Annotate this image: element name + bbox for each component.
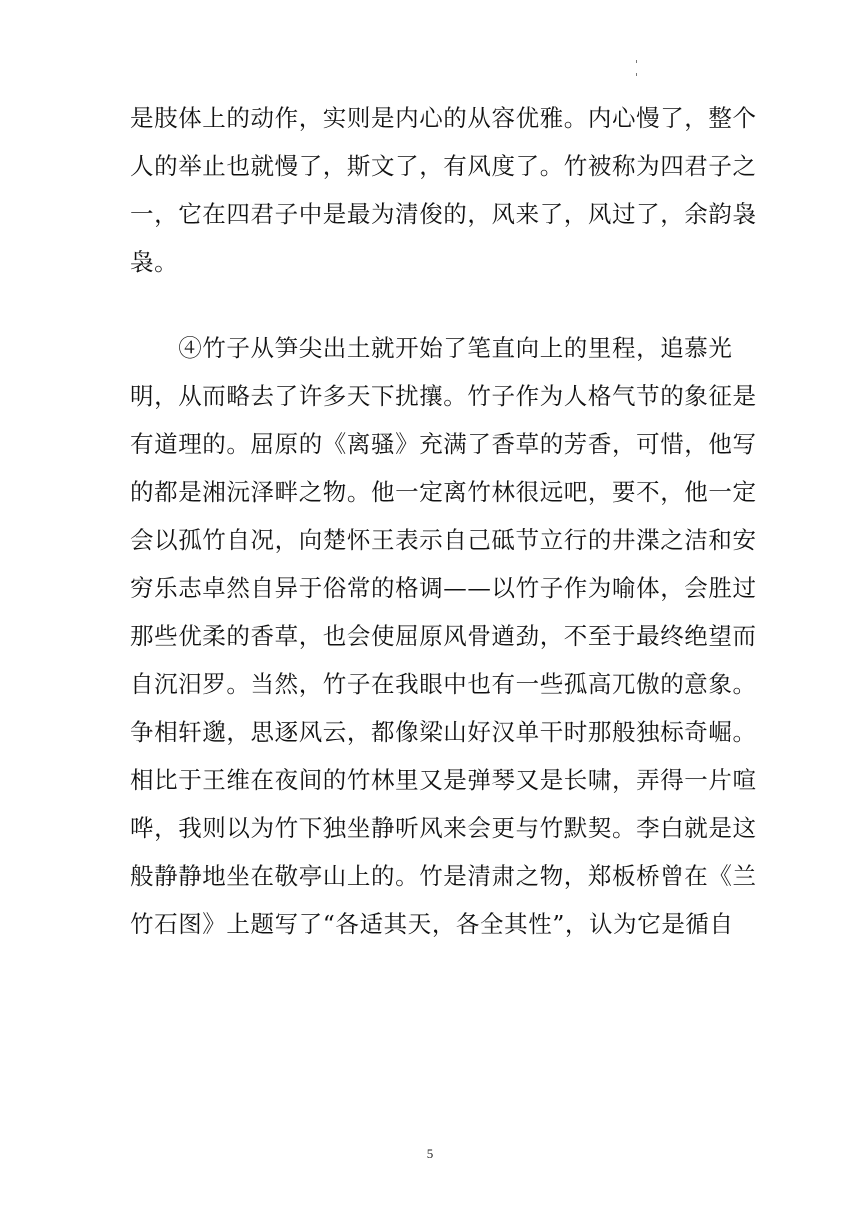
text-line: 争相轩邈，思逐风云，都像梁山好汉单干时那般独标奇崛。 xyxy=(130,718,757,746)
text-line: 穷乐志卓然自异于俗常的格调——以竹子作为喻体，会胜过 xyxy=(130,574,757,602)
text-line: 有道理的。屈原的《离骚》充满了香草的芳香，可惜，他写 xyxy=(130,430,757,458)
text-line: 般静静地坐在敬亭山上的。竹是清肃之物，郑板桥曾在《兰 xyxy=(130,862,757,890)
text-line: 哗，我则以为竹下独坐静听风来会更与竹默契。李白就是这 xyxy=(130,814,757,842)
text-line: 的都是湘沅泽畔之物。他一定离竹林很远吧，要不，他一定 xyxy=(130,478,757,506)
text-line: 袅。 xyxy=(130,248,179,276)
text-line: 人的举止也就慢了，斯文了，有风度了。竹被称为四君子之 xyxy=(130,152,757,180)
corner-crop-marks xyxy=(634,60,640,84)
crop-mark xyxy=(636,60,637,63)
crop-mark xyxy=(636,73,637,76)
text-line: 自沉汨罗。当然，竹子在我眼中也有一些孤高兀傲的意象。 xyxy=(130,670,757,698)
text-line: 竹石图》上题写了“各适其天，各全其性”，认为它是循自 xyxy=(130,910,734,938)
paragraph-spacer xyxy=(130,286,732,324)
text-line: 是肢体上的动作，实则是内心的从容优雅。内心慢了，整个 xyxy=(130,104,757,132)
text-line: 相比于王维在夜间的竹林里又是弹琴又是长啸，弄得一片喧 xyxy=(130,766,757,794)
text-line: 会以孤竹自况，向楚怀王表示自己砥节立行的井渫之洁和安 xyxy=(130,526,757,554)
text-line: 一，它在四君子中是最为清俊的，风来了，风过了，余韵袅 xyxy=(130,200,757,228)
text-line: ④竹子从笋尖出土就开始了笔直向上的里程，追慕光 xyxy=(130,334,733,362)
document-body xyxy=(130,94,757,948)
text-line: 明，从而略去了许多天下扰攘。竹子作为人格气节的象征是 xyxy=(130,382,757,410)
page-number: 5 xyxy=(426,1146,434,1161)
text-line: 那些优柔的香草，也会使屈原风骨遒劲，不至于最终绝望而 xyxy=(130,622,757,650)
